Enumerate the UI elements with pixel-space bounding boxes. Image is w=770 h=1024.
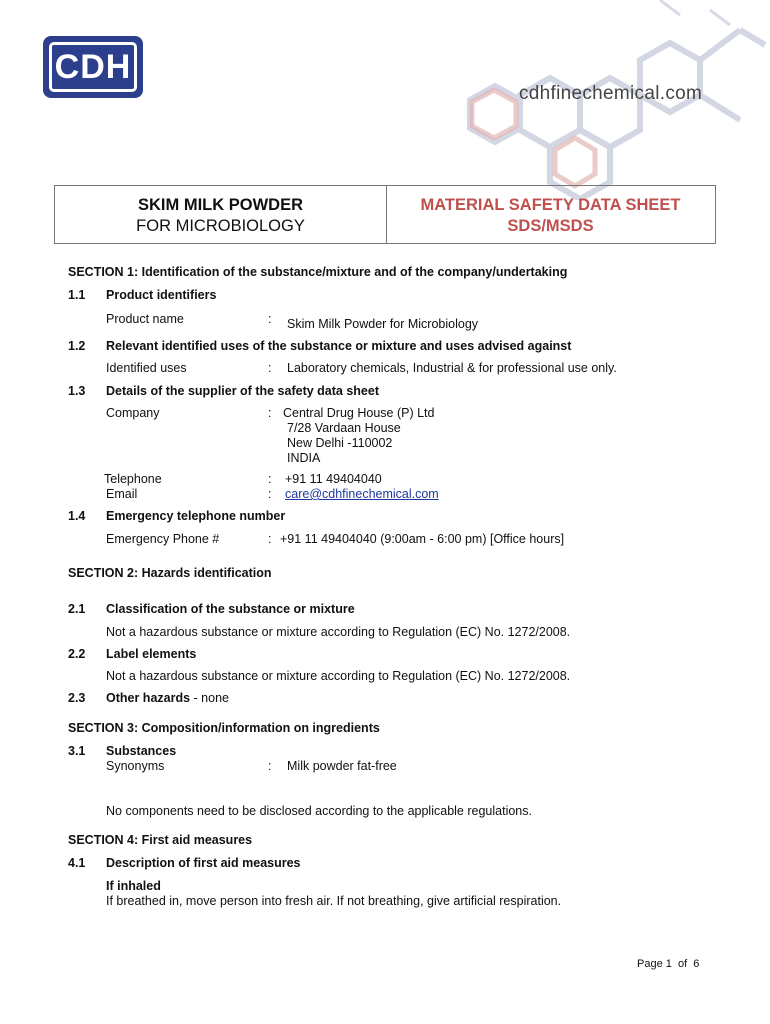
- company-line-1: Central Drug House (P) Ltd: [283, 406, 435, 420]
- identified-uses-value: Laboratory chemicals, Industrial & for professional use only.: [287, 361, 617, 375]
- email-link[interactable]: care@cdhfinechemical.com: [285, 487, 439, 501]
- company-label: Company: [106, 406, 160, 420]
- s13-number: 1.3: [68, 384, 86, 398]
- section4-heading: SECTION 4: First aid measures: [68, 833, 253, 847]
- s21-number: 2.1: [68, 602, 86, 616]
- s12-title: Relevant identified uses of the substance or mixture and uses advised against: [106, 339, 572, 353]
- s21-title: Classification of the substance or mixture: [106, 602, 355, 616]
- s13-title: Details of the supplier of the safety data sheet: [106, 384, 379, 398]
- s31-number: 3.1: [68, 744, 86, 758]
- product-subtitle: FOR MICROBIOLOGY: [136, 217, 305, 235]
- section1-heading: SECTION 1: Identification of the substance/mixture and of the company/undertaking: [68, 265, 568, 279]
- telephone-label: Telephone: [104, 472, 162, 486]
- s22-text: Not a hazardous substance or mixture according to Regulation (EC) No. 1272/2008.: [106, 669, 571, 683]
- product-title-cell: [55, 186, 387, 243]
- company-colon: :: [268, 406, 272, 420]
- doc-type-abbr: SDS/MSDS: [507, 217, 594, 235]
- synonyms-colon: :: [268, 759, 272, 773]
- s23-line: [106, 691, 229, 705]
- s23-title: Other hazards: [106, 691, 191, 705]
- identified-uses-label: Identified uses: [106, 361, 187, 375]
- product-name-label: Product name: [106, 312, 184, 326]
- telephone-value: +91 11 49404040: [285, 472, 382, 486]
- s41-title: Description of first aid measures: [106, 856, 301, 870]
- emergency-phone-value: +91 11 49404040 (9:00am - 6:00 pm) [Office hours]: [280, 532, 565, 546]
- email-label: Email: [106, 487, 138, 501]
- website-url: cdhfinechemical.com: [519, 83, 703, 104]
- synonyms-value: Milk powder fat-free: [287, 759, 397, 773]
- product-name-title: SKIM MILK POWDER: [138, 196, 303, 214]
- s23-suffix: - none: [190, 691, 229, 705]
- product-name-colon: :: [268, 312, 272, 326]
- email-colon: :: [268, 487, 272, 501]
- telephone-colon: :: [268, 472, 272, 486]
- company-line-3: New Delhi -110002: [287, 436, 393, 450]
- company-line-2: 7/28 Vardaan House: [287, 421, 401, 435]
- s41-number: 4.1: [68, 856, 86, 870]
- s31-title: Substances: [106, 744, 177, 758]
- product-name-value: Skim Milk Powder for Microbiology: [287, 317, 479, 331]
- s14-title: Emergency telephone number: [106, 509, 286, 523]
- page-number: Page 1 of 6: [637, 958, 700, 970]
- company-line-4: INDIA: [287, 451, 321, 465]
- logo-text: CDH: [54, 47, 132, 86]
- if-inhaled-text: If breathed in, move person into fresh air. If not breathing, give artificial respiration.: [106, 894, 562, 908]
- s12-number: 1.2: [68, 339, 86, 353]
- s21-text: Not a hazardous substance or mixture according to Regulation (EC) No. 1272/2008.: [106, 625, 571, 639]
- s11-title: Product identifiers: [106, 288, 217, 302]
- components-note: No components need to be disclosed according to the applicable regulations.: [106, 804, 532, 818]
- s11-number: 1.1: [68, 288, 86, 302]
- synonyms-label: Synonyms: [106, 759, 165, 773]
- s23-number: 2.3: [68, 691, 86, 705]
- doc-type-cell: [386, 186, 715, 243]
- section3-heading: SECTION 3: Composition/information on ingredients: [68, 721, 380, 735]
- if-inhaled-title: If inhaled: [106, 879, 161, 893]
- emergency-phone-label: Emergency Phone #: [106, 532, 220, 546]
- s14-number: 1.4: [68, 509, 86, 523]
- section2-heading: SECTION 2: Hazards identification: [68, 566, 272, 580]
- title-box: [54, 185, 716, 244]
- s22-number: 2.2: [68, 647, 86, 661]
- doc-type-title: MATERIAL SAFETY DATA SHEET: [420, 196, 681, 214]
- company-logo: [43, 36, 143, 98]
- identified-uses-colon: :: [268, 361, 272, 375]
- emergency-phone-colon: :: [268, 532, 272, 546]
- s22-title: Label elements: [106, 647, 197, 661]
